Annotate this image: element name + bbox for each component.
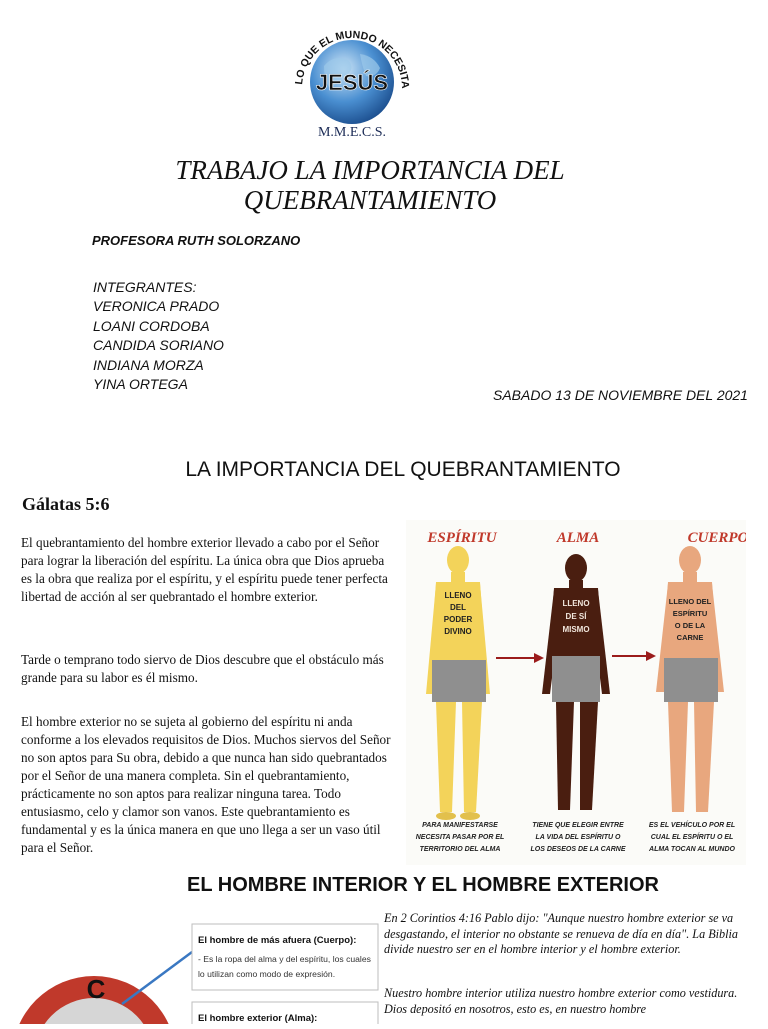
member-name: CANDIDA SORIANO [93, 337, 224, 354]
paragraph: El hombre exterior no se sujeta al gobierno del espíritu ni anda conforme a los elevados requisitos de Dios. Muchos siervos del Señor no son aptos para Su obra, debido a que nunca han sido quebrantados por el Señor de una manera completa. Sin el quebrantamiento, prácticamente no son aptos para realizar ninguna tarea. Todo entusiasmo, celo y clamor son vanos. Este quebrantamiento es fundamental y es la única manera en que uno llega a ser un vaso útil para el Señor. [21, 714, 391, 855]
chest-text: LLENO [444, 591, 472, 600]
title-line-2: QUEBRANTAMIENTO [243, 185, 497, 215]
paragraph: En 2 Corintios 4:16 Pablo dijo: "Aunque nuestro hombre exterior se va desgastando, el interior no obstante se renueva de día en día". La Biblia divide nuestro ser en el hombre interior y el hombre exterior. [384, 911, 739, 956]
paragraph: Tarde o temprano todo siervo de Dios descubre que el obstáculo más grande para su labor es él mismo. [21, 652, 384, 685]
box-title: El hombre de más afuera (Cuerpo): [198, 935, 357, 946]
members-heading: INTEGRANTES: [93, 279, 197, 295]
inner-outer-man-diagram [0, 908, 380, 1024]
document-title [90, 155, 650, 215]
figure-caption: ES EL VEHÍCULO POR EL [648, 822, 736, 829]
chest-text: DEL [450, 603, 466, 612]
figure-caption: NECESITA PASAR POR EL [415, 834, 505, 841]
member-name: INDIANA MORZA [93, 356, 204, 373]
figure-caption: CUAL EL ESPÍRITU O EL [650, 834, 734, 841]
chest-text: LLENO [562, 599, 590, 608]
chest-text: CARNE [676, 633, 704, 642]
document-date: SABADO 13 DE NOVIEMBRE DEL 2021 [493, 387, 748, 403]
figure-caption: TIENE QUE ELEGIR ENTRE [532, 822, 624, 829]
logo-center-text: JESÚS [315, 70, 389, 95]
logo-org-text: M.M.E.C.S. [317, 125, 387, 140]
title-line-1: TRABAJO LA IMPORTANCIA DEL [175, 155, 565, 185]
figure-caption: PARA MANIFESTARSE [422, 822, 498, 829]
chest-text: DE SÍ [565, 612, 587, 621]
chest-text: PODER [443, 615, 473, 624]
professor-name: PROFESORA RUTH SOLORZANO [92, 233, 301, 248]
member-name: VERONICA PRADO [93, 298, 220, 315]
chest-text: DIVINO [444, 627, 472, 636]
chest-text: O DE LA [674, 621, 706, 630]
section-heading-inner-outer: EL HOMBRE INTERIOR Y EL HOMBRE EXTERIOR [187, 874, 659, 896]
chest-text: ESPÍRITU [672, 609, 708, 618]
figure-caption: TERRITORIO DEL ALMA [419, 846, 501, 853]
box-text: lo utilizan como modo de expresión. [198, 969, 336, 979]
chest-text: MISMO [562, 625, 590, 634]
member-name: LOANI CORDOBA [93, 317, 210, 334]
figure-label-soul: ALMA [556, 530, 600, 546]
figure-caption: ALMA TOCAN AL MUNDO [649, 846, 735, 853]
figure-label-spirit: ESPÍRITU [427, 530, 497, 546]
members-list [93, 278, 224, 394]
logo-ring-text: LO QUE EL MUNDO NECESITA [293, 28, 412, 89]
figure-caption: LOS DESEOS DE LA CARNE [530, 846, 626, 853]
member-name: YINA ORTEGA [93, 376, 188, 393]
figure-label-body: CUERPO [687, 530, 746, 546]
ministry-logo [284, 10, 420, 140]
circle-letter: C [86, 974, 106, 1004]
chest-text: LLENO DEL [668, 597, 712, 606]
bible-verse: Gálatas 5:6 [22, 494, 110, 514]
spirit-soul-body-figure [406, 520, 746, 865]
paragraph: Nuestro hombre interior utiliza nuestro hombre exterior como vestidura. Dios depositó en nosotros, esto es, en nuestro hombre [384, 986, 738, 1016]
figure-caption: LA VIDA DEL ESPÍRITU O [535, 834, 621, 841]
paragraph: El quebrantamiento del hombre exterior llevado a cabo por el Señor para lograr la liberación del espíritu. La única obra que Dios aprueba es la obra que realiza por el espíritu, y el espíritu puede tener perfecta libertad de acción al ser quebrantado el hombre exterior. [21, 535, 388, 604]
section-heading-importance: LA IMPORTANCIA DEL QUEBRANTAMIENTO [185, 458, 621, 481]
box-title: El hombre exterior (Alma): [198, 1013, 318, 1024]
box-text: - Es la ropa del alma y del espíritu, los cuales [198, 954, 371, 964]
